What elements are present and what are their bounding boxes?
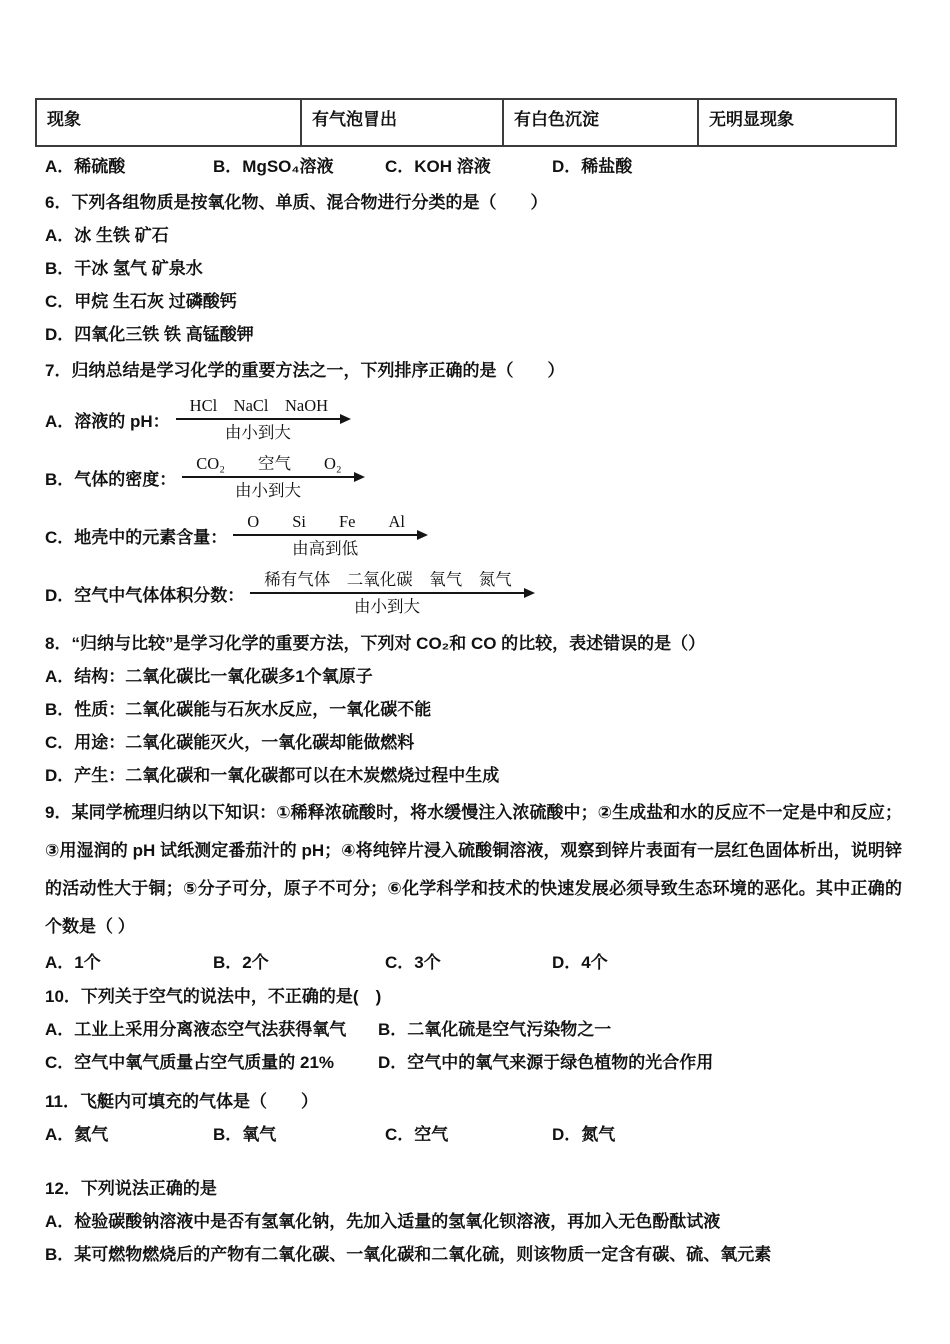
table-cell-phenomenon: 现象 (36, 99, 301, 146)
q6-option-b: B．干冰 氢气 矿泉水 (45, 259, 203, 278)
q10-option-b: B．二氧化硫是空气污染物之一 (378, 1020, 612, 1039)
q9-option-c: C．3个 (385, 953, 441, 972)
q5-option-c: C．KOH 溶液 (385, 157, 491, 176)
arrow-caption: 由小到大 (234, 481, 301, 500)
q11-option-d: D．氮气 (552, 1125, 616, 1144)
q6-option-d: D．四氧化三铁 铁 高锰酸钾 (45, 325, 254, 344)
q6-option-c: C．甲烷 生石灰 过磷酸钙 (45, 292, 237, 311)
q5-option-a: A．稀硫酸 (45, 157, 126, 176)
arrow-caption: 由小到大 (224, 423, 291, 442)
table-cell-bubbles: 有气泡冒出 (301, 99, 503, 146)
right-arrow-icon (182, 476, 353, 478)
q5-option-b: B．MgSO₄溶液 (213, 157, 334, 176)
q10-options-row-1 (45, 1013, 902, 1046)
q7-option-d-label: D．空气中气体体积分数： (45, 586, 245, 605)
q9-option-a: A．1个 (45, 953, 101, 972)
table-row (36, 99, 896, 146)
q5-options-row (45, 150, 902, 184)
answer-table (35, 98, 897, 147)
arrow-caption: 由小到大 (354, 597, 421, 616)
q7-option-a (45, 395, 902, 444)
q9-option-d: D．4个 (552, 953, 608, 972)
q7-stem: 7．归纳总结是学习化学的重要方法之一，下列排序正确的是（ ） (45, 361, 565, 380)
q12-option-b: B．某可燃物燃烧后的产物有二氧化碳、一氧化碳和二氧化硫，则该物质一定含有碳、硫、氧元素 (45, 1245, 772, 1264)
q8-option-d: D．产生：二氧化碳和一氧化碳都可以在木炭燃烧过程中生成 (45, 766, 500, 785)
q8-option-c: C．用途：二氧化碳能灭火，一氧化碳却能做燃料 (45, 733, 415, 752)
arrow-items: CO₂ 空气 O₂ (196, 454, 342, 473)
q10-option-a: A．工业上采用分离液态空气法获得氧气 (45, 1020, 347, 1039)
q9-options-row (45, 946, 902, 980)
arrow-items: O Si Fe Al (247, 512, 405, 531)
q12-option-a: A．检验碳酸钠溶液中是否有氢氧化钠，先加入适量的氢氧化钡溶液，再加入无色酚酞试液 (45, 1212, 721, 1231)
right-arrow-icon (176, 418, 340, 420)
q10-options-row-2 (45, 1046, 902, 1079)
q11-option-b: B．氧气 (213, 1125, 277, 1144)
q12-stem: 12．下列说法正确的是 (45, 1179, 217, 1198)
table-cell-no-change: 无明显现象 (698, 99, 896, 146)
q8-option-a: A．结构：二氧化碳比一氧化碳多1个氧原子 (45, 667, 373, 686)
q7-option-c-label: C．地壳中的元素含量： (45, 528, 228, 547)
q7-option-a-label: A．溶液的 pH： (45, 412, 170, 431)
q11-options-row (45, 1118, 902, 1152)
table-cell-precipitate: 有白色沉淀 (503, 99, 698, 146)
q9-option-b: B．2个 (213, 953, 269, 972)
right-arrow-icon (233, 534, 417, 536)
arrow-items: HCl NaCl NaOH (189, 396, 329, 415)
arrow-items: 稀有气体 二氧化碳 氧气 氮气 (264, 570, 512, 589)
q9-stem: 9．某同学梳理归纳以下知识：①稀释浓硫酸时，将水缓慢注入浓硫酸中；②生成盐和水的反应不一定是中和反应；③用湿润的 pH 试纸测定番茄汁的 pH；④将纯锌片浸入硫酸铜溶液，观察到锌片表面有一层红色固体析出，说明锌的活动性大于铜；⑤分子可分，原子不可分；⑥化学科学和技术的快速发展必须导致生态环境的恶化。其中正确的个数是（ ） (45, 803, 902, 936)
q7-option-b-label: B．气体的密度： (45, 470, 177, 489)
sequence-arrow (176, 395, 340, 444)
q11-option-c: C．空气 (385, 1125, 449, 1144)
q8-stem: 8．“归纳与比较”是学习化学的重要方法，下列对 CO₂和 CO 的比较，表述错误的是（） (45, 634, 706, 653)
q11-option-a: A．氦气 (45, 1125, 109, 1144)
q6-stem: 6．下列各组物质是按氧化物、单质、混合物进行分类的是（ ） (45, 193, 548, 212)
q10-option-c: C．空气中氧气质量占空气质量的 21% (45, 1053, 335, 1072)
q11-stem: 11．飞艇内可填充的气体是（ ） (45, 1092, 318, 1111)
q5-option-d: D．稀盐酸 (552, 157, 633, 176)
arrow-caption: 由高到低 (292, 539, 359, 558)
q7-option-d (45, 569, 902, 618)
sequence-arrow (233, 511, 417, 560)
q6-option-a: A．冰 生铁 矿石 (45, 226, 169, 245)
q7-option-b (45, 453, 902, 502)
sequence-arrow (250, 569, 524, 618)
right-arrow-icon (250, 592, 524, 594)
q7-option-c (45, 511, 902, 560)
q10-stem: 10．下列关于空气的说法中，不正确的是( ) (45, 987, 382, 1006)
sequence-arrow (182, 453, 353, 502)
q10-option-d: D．空气中的氧气来源于绿色植物的光合作用 (378, 1053, 714, 1072)
q8-option-b: B．性质：二氧化碳能与石灰水反应，一氧化碳不能 (45, 700, 432, 719)
